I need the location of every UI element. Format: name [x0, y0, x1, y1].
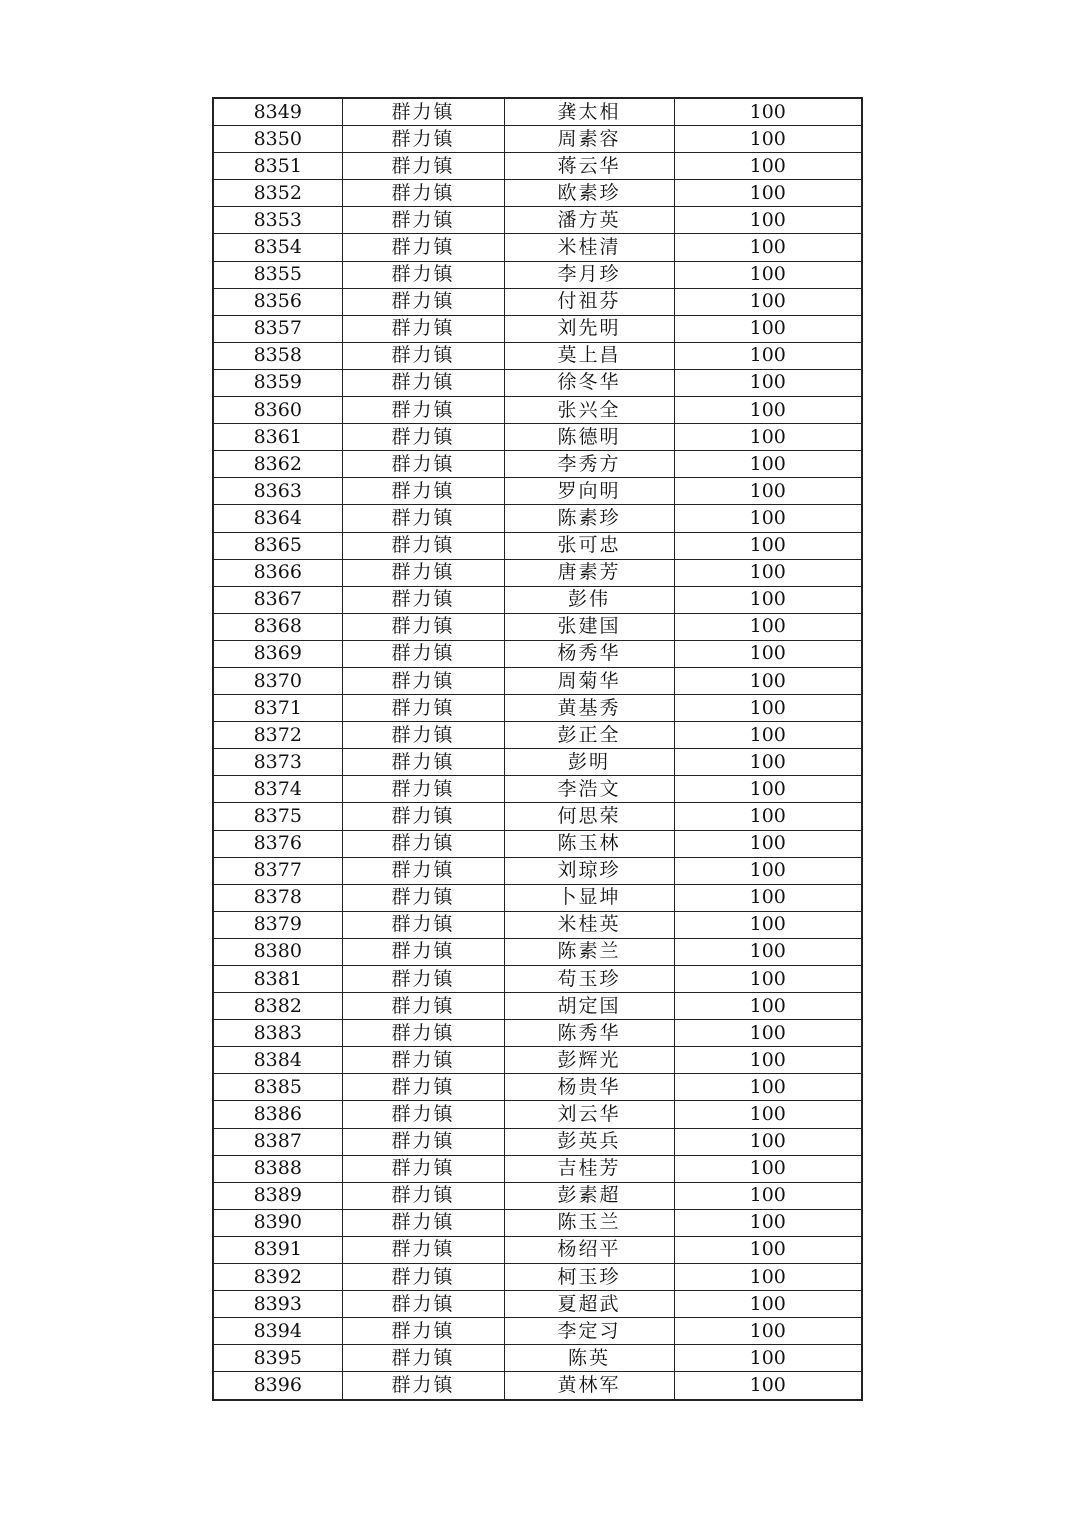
cell-serial-number: 8357 [213, 315, 342, 342]
table-row [213, 1074, 862, 1101]
cell-town: 群力镇 [342, 261, 504, 288]
cell-person-name: 杨贵华 [504, 1074, 674, 1101]
cell-serial-number: 8376 [213, 830, 342, 857]
cell-person-name: 莫上昌 [504, 342, 674, 369]
cell-person-name: 彭辉光 [504, 1047, 674, 1074]
cell-amount: 100 [674, 749, 862, 776]
cell-town: 群力镇 [342, 559, 504, 586]
cell-town: 群力镇 [342, 478, 504, 505]
cell-amount: 100 [674, 722, 862, 749]
cell-person-name: 张兴全 [504, 397, 674, 424]
cell-town: 群力镇 [342, 884, 504, 911]
table-row [213, 586, 862, 613]
cell-amount: 100 [674, 532, 862, 559]
cell-amount: 100 [674, 1345, 862, 1372]
table-row [213, 1345, 862, 1372]
cell-town: 群力镇 [342, 1372, 504, 1400]
table-row [213, 1101, 862, 1128]
cell-person-name: 夏超武 [504, 1291, 674, 1318]
cell-town: 群力镇 [342, 98, 504, 126]
cell-town: 群力镇 [342, 1236, 504, 1263]
cell-serial-number: 8383 [213, 1020, 342, 1047]
cell-amount: 100 [674, 180, 862, 207]
cell-serial-number: 8390 [213, 1209, 342, 1236]
cell-town: 群力镇 [342, 1264, 504, 1291]
cell-town: 群力镇 [342, 938, 504, 965]
cell-town: 群力镇 [342, 613, 504, 640]
cell-person-name: 柯玉珍 [504, 1264, 674, 1291]
table-row [213, 98, 862, 126]
cell-serial-number: 8374 [213, 776, 342, 803]
cell-serial-number: 8352 [213, 180, 342, 207]
cell-serial-number: 8384 [213, 1047, 342, 1074]
table-row [213, 966, 862, 993]
cell-serial-number: 8380 [213, 938, 342, 965]
cell-person-name: 何思荣 [504, 803, 674, 830]
cell-town: 群力镇 [342, 911, 504, 938]
cell-serial-number: 8370 [213, 667, 342, 694]
cell-town: 群力镇 [342, 126, 504, 153]
cell-serial-number: 8350 [213, 126, 342, 153]
cell-person-name: 黄基秀 [504, 695, 674, 722]
table-row [213, 315, 862, 342]
cell-town: 群力镇 [342, 1074, 504, 1101]
cell-town: 群力镇 [342, 667, 504, 694]
table-row [213, 1020, 862, 1047]
cell-amount: 100 [674, 1047, 862, 1074]
cell-amount: 100 [674, 966, 862, 993]
table-row [213, 938, 862, 965]
cell-person-name: 罗向明 [504, 478, 674, 505]
cell-person-name: 付祖芬 [504, 288, 674, 315]
table-row [213, 776, 862, 803]
cell-serial-number: 8392 [213, 1264, 342, 1291]
cell-town: 群力镇 [342, 505, 504, 532]
cell-serial-number: 8369 [213, 640, 342, 667]
table-row [213, 559, 862, 586]
cell-person-name: 李秀方 [504, 451, 674, 478]
cell-amount: 100 [674, 1155, 862, 1182]
cell-serial-number: 8361 [213, 424, 342, 451]
table-row [213, 857, 862, 884]
cell-amount: 100 [674, 613, 862, 640]
cell-person-name: 杨秀华 [504, 640, 674, 667]
cell-person-name: 周菊华 [504, 667, 674, 694]
cell-amount: 100 [674, 1236, 862, 1263]
cell-amount: 100 [674, 1182, 862, 1209]
cell-serial-number: 8385 [213, 1074, 342, 1101]
cell-person-name: 周素容 [504, 126, 674, 153]
cell-town: 群力镇 [342, 1182, 504, 1209]
cell-person-name: 李月珍 [504, 261, 674, 288]
cell-amount: 100 [674, 1209, 862, 1236]
cell-amount: 100 [674, 207, 862, 234]
cell-amount: 100 [674, 911, 862, 938]
table-row [213, 180, 862, 207]
cell-town: 群力镇 [342, 1209, 504, 1236]
cell-serial-number: 8368 [213, 613, 342, 640]
cell-amount: 100 [674, 1128, 862, 1155]
cell-person-name: 彭明 [504, 749, 674, 776]
cell-person-name: 刘琼珍 [504, 857, 674, 884]
cell-person-name: 彭素超 [504, 1182, 674, 1209]
cell-amount: 100 [674, 559, 862, 586]
cell-serial-number: 8353 [213, 207, 342, 234]
cell-serial-number: 8367 [213, 586, 342, 613]
cell-town: 群力镇 [342, 857, 504, 884]
cell-serial-number: 8371 [213, 695, 342, 722]
table-row [213, 1318, 862, 1345]
cell-amount: 100 [674, 234, 862, 261]
cell-amount: 100 [674, 478, 862, 505]
cell-town: 群力镇 [342, 234, 504, 261]
cell-town: 群力镇 [342, 1291, 504, 1318]
cell-serial-number: 8381 [213, 966, 342, 993]
table-row [213, 803, 862, 830]
cell-serial-number: 8355 [213, 261, 342, 288]
table-row [213, 153, 862, 180]
table-row [213, 288, 862, 315]
cell-amount: 100 [674, 505, 862, 532]
cell-town: 群力镇 [342, 1155, 504, 1182]
table-row [213, 369, 862, 396]
cell-person-name: 胡定国 [504, 993, 674, 1020]
cell-amount: 100 [674, 153, 862, 180]
cell-amount: 100 [674, 424, 862, 451]
cell-town: 群力镇 [342, 749, 504, 776]
cell-town: 群力镇 [342, 397, 504, 424]
table-row [213, 667, 862, 694]
table-row [213, 397, 862, 424]
cell-amount: 100 [674, 830, 862, 857]
cell-town: 群力镇 [342, 369, 504, 396]
cell-town: 群力镇 [342, 342, 504, 369]
cell-town: 群力镇 [342, 1345, 504, 1372]
cell-serial-number: 8366 [213, 559, 342, 586]
table-row [213, 1236, 862, 1263]
cell-serial-number: 8389 [213, 1182, 342, 1209]
cell-serial-number: 8396 [213, 1372, 342, 1400]
cell-person-name: 欧素珍 [504, 180, 674, 207]
table-row [213, 1264, 862, 1291]
table-row [213, 505, 862, 532]
cell-serial-number: 8364 [213, 505, 342, 532]
cell-person-name: 米桂清 [504, 234, 674, 261]
cell-serial-number: 8359 [213, 369, 342, 396]
cell-amount: 100 [674, 1101, 862, 1128]
cell-person-name: 李定习 [504, 1318, 674, 1345]
cell-amount: 100 [674, 857, 862, 884]
table-row [213, 207, 862, 234]
cell-person-name: 苟玉珍 [504, 966, 674, 993]
cell-amount: 100 [674, 315, 862, 342]
cell-serial-number: 8351 [213, 153, 342, 180]
cell-amount: 100 [674, 98, 862, 126]
cell-person-name: 刘先明 [504, 315, 674, 342]
cell-amount: 100 [674, 1318, 862, 1345]
cell-amount: 100 [674, 586, 862, 613]
cell-town: 群力镇 [342, 424, 504, 451]
cell-serial-number: 8395 [213, 1345, 342, 1372]
cell-serial-number: 8387 [213, 1128, 342, 1155]
cell-person-name: 米桂英 [504, 911, 674, 938]
cell-person-name: 吉桂芳 [504, 1155, 674, 1182]
cell-serial-number: 8379 [213, 911, 342, 938]
cell-person-name: 陈德明 [504, 424, 674, 451]
cell-serial-number: 8360 [213, 397, 342, 424]
table-row [213, 993, 862, 1020]
cell-town: 群力镇 [342, 640, 504, 667]
cell-amount: 100 [674, 667, 862, 694]
cell-person-name: 蒋云华 [504, 153, 674, 180]
roster-table-body [213, 98, 862, 1400]
cell-amount: 100 [674, 1372, 862, 1400]
table-row [213, 261, 862, 288]
cell-serial-number: 8382 [213, 993, 342, 1020]
cell-serial-number: 8394 [213, 1318, 342, 1345]
cell-person-name: 陈素兰 [504, 938, 674, 965]
cell-town: 群力镇 [342, 288, 504, 315]
table-row [213, 1209, 862, 1236]
cell-amount: 100 [674, 126, 862, 153]
cell-person-name: 刘云华 [504, 1101, 674, 1128]
table-row [213, 234, 862, 261]
cell-person-name: 杨绍平 [504, 1236, 674, 1263]
cell-town: 群力镇 [342, 993, 504, 1020]
cell-person-name: 陈英 [504, 1345, 674, 1372]
cell-town: 群力镇 [342, 315, 504, 342]
table-row [213, 532, 862, 559]
table-row [213, 1128, 862, 1155]
cell-serial-number: 8388 [213, 1155, 342, 1182]
cell-amount: 100 [674, 288, 862, 315]
cell-serial-number: 8378 [213, 884, 342, 911]
cell-person-name: 彭英兵 [504, 1128, 674, 1155]
cell-serial-number: 8375 [213, 803, 342, 830]
cell-town: 群力镇 [342, 1047, 504, 1074]
cell-serial-number: 8358 [213, 342, 342, 369]
cell-town: 群力镇 [342, 207, 504, 234]
table-row [213, 695, 862, 722]
table-row [213, 126, 862, 153]
table-row [213, 884, 862, 911]
cell-town: 群力镇 [342, 803, 504, 830]
table-row [213, 424, 862, 451]
cell-town: 群力镇 [342, 695, 504, 722]
cell-town: 群力镇 [342, 1020, 504, 1047]
cell-person-name: 陈玉林 [504, 830, 674, 857]
table-row [213, 911, 862, 938]
table-row [213, 1182, 862, 1209]
cell-person-name: 黄林军 [504, 1372, 674, 1400]
cell-amount: 100 [674, 640, 862, 667]
cell-town: 群力镇 [342, 180, 504, 207]
cell-serial-number: 8386 [213, 1101, 342, 1128]
cell-serial-number: 8377 [213, 857, 342, 884]
cell-serial-number: 8363 [213, 478, 342, 505]
cell-town: 群力镇 [342, 451, 504, 478]
cell-amount: 100 [674, 397, 862, 424]
cell-serial-number: 8365 [213, 532, 342, 559]
cell-serial-number: 8373 [213, 749, 342, 776]
table-row [213, 1291, 862, 1318]
table-row [213, 1047, 862, 1074]
table-row [213, 1155, 862, 1182]
cell-amount: 100 [674, 884, 862, 911]
cell-town: 群力镇 [342, 532, 504, 559]
cell-serial-number: 8354 [213, 234, 342, 261]
cell-person-name: 徐冬华 [504, 369, 674, 396]
cell-person-name: 陈秀华 [504, 1020, 674, 1047]
cell-amount: 100 [674, 342, 862, 369]
cell-person-name: 龚太相 [504, 98, 674, 126]
cell-town: 群力镇 [342, 1128, 504, 1155]
cell-person-name: 潘方英 [504, 207, 674, 234]
cell-amount: 100 [674, 776, 862, 803]
table-row [213, 1372, 862, 1400]
roster-table [212, 97, 863, 1401]
table-row [213, 830, 862, 857]
cell-person-name: 张建国 [504, 613, 674, 640]
cell-person-name: 李浩文 [504, 776, 674, 803]
cell-town: 群力镇 [342, 830, 504, 857]
cell-town: 群力镇 [342, 586, 504, 613]
cell-serial-number: 8393 [213, 1291, 342, 1318]
cell-person-name: 彭伟 [504, 586, 674, 613]
cell-serial-number: 8372 [213, 722, 342, 749]
cell-serial-number: 8356 [213, 288, 342, 315]
cell-town: 群力镇 [342, 1318, 504, 1345]
cell-amount: 100 [674, 451, 862, 478]
cell-person-name: 卜显坤 [504, 884, 674, 911]
table-row [213, 749, 862, 776]
table-row [213, 451, 862, 478]
cell-amount: 100 [674, 1074, 862, 1101]
cell-town: 群力镇 [342, 966, 504, 993]
cell-person-name: 陈素珍 [504, 505, 674, 532]
table-row [213, 722, 862, 749]
cell-town: 群力镇 [342, 722, 504, 749]
cell-amount: 100 [674, 261, 862, 288]
table-row [213, 640, 862, 667]
cell-person-name: 张可忠 [504, 532, 674, 559]
cell-amount: 100 [674, 1291, 862, 1318]
cell-town: 群力镇 [342, 776, 504, 803]
cell-serial-number: 8349 [213, 98, 342, 126]
table-row [213, 478, 862, 505]
cell-town: 群力镇 [342, 1101, 504, 1128]
table-row [213, 613, 862, 640]
cell-amount: 100 [674, 803, 862, 830]
cell-serial-number: 8391 [213, 1236, 342, 1263]
table-row [213, 342, 862, 369]
cell-person-name: 彭正全 [504, 722, 674, 749]
cell-person-name: 唐素芳 [504, 559, 674, 586]
cell-amount: 100 [674, 993, 862, 1020]
cell-serial-number: 8362 [213, 451, 342, 478]
cell-town: 群力镇 [342, 153, 504, 180]
cell-person-name: 陈玉兰 [504, 1209, 674, 1236]
cell-amount: 100 [674, 369, 862, 396]
cell-amount: 100 [674, 695, 862, 722]
cell-amount: 100 [674, 1020, 862, 1047]
cell-amount: 100 [674, 938, 862, 965]
cell-amount: 100 [674, 1264, 862, 1291]
